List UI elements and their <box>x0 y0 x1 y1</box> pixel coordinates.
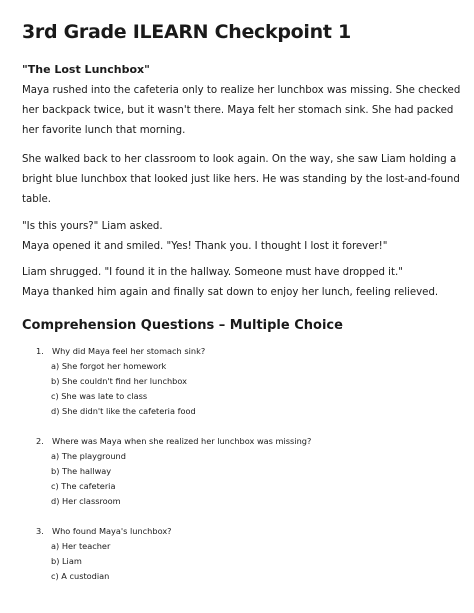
question-stem <box>36 434 311 449</box>
story-line: Maya opened it and smiled. "Yes! Thank you. I thought I lost it forever!" <box>22 241 388 252</box>
story-title: "The Lost Lunchbox" <box>22 63 150 76</box>
story-line: bright blue lunchbox that looked just like hers. He was standing by the lost-and-found <box>22 174 460 185</box>
story-paragraph-3 <box>22 217 387 257</box>
answer-option[interactable]: c) The cafeteria <box>51 481 116 491</box>
question-text: Why did Maya feel her stomach sink? <box>52 346 206 356</box>
question-stem <box>36 344 205 359</box>
story-line: her backpack twice, but it wasn't there. Maya felt her stomach sink. She had packed <box>22 105 454 116</box>
question-3 <box>36 524 172 584</box>
story-line: She walked back to her classroom to look again. On the way, she saw Liam holding a <box>22 154 457 165</box>
story-line: "Is this yours?" Liam asked. <box>22 221 163 232</box>
page-title: 3rd Grade ILEARN Checkpoint 1 <box>22 21 351 43</box>
story-line: table. <box>22 194 52 205</box>
question-number: 2. <box>36 436 44 446</box>
answer-option[interactable]: a) The playground <box>51 451 126 461</box>
answer-option[interactable]: d) She didn't like the cafeteria food <box>51 406 196 416</box>
story-paragraph-1 <box>22 81 460 141</box>
question-text: Who found Maya's lunchbox? <box>52 526 172 536</box>
answer-option[interactable]: b) The hallway <box>51 466 112 476</box>
question-number: 3. <box>36 526 44 536</box>
answer-option[interactable]: a) She forgot her homework <box>51 361 167 371</box>
answer-option[interactable]: c) She was late to class <box>51 391 148 401</box>
question-number: 1. <box>36 346 44 356</box>
question-2 <box>36 434 311 509</box>
answer-option[interactable]: b) Liam <box>51 556 82 566</box>
answer-option[interactable]: b) She couldn't find her lunchbox <box>51 376 187 386</box>
question-text: Where was Maya when she realized her lunchbox was missing? <box>52 436 312 446</box>
answer-option[interactable]: d) Her classroom <box>51 496 121 506</box>
story-paragraph-2 <box>22 150 460 210</box>
story-line: Maya rushed into the cafeteria only to realize her lunchbox was missing. She checked <box>22 85 461 96</box>
question-stem <box>36 524 172 539</box>
answer-option[interactable]: c) A custodian <box>51 571 110 581</box>
story-line: Liam shrugged. "I found it in the hallway. Someone must have dropped it." <box>22 267 403 278</box>
question-1 <box>36 344 205 419</box>
story-paragraph-4 <box>22 263 438 303</box>
story-line: her favorite lunch that morning. <box>22 125 186 136</box>
answer-option[interactable]: a) Her teacher <box>51 541 111 551</box>
story-line: Maya thanked him again and finally sat down to enjoy her lunch, feeling relieved. <box>22 287 439 298</box>
questions-heading: Comprehension Questions – Multiple Choice <box>22 318 343 333</box>
